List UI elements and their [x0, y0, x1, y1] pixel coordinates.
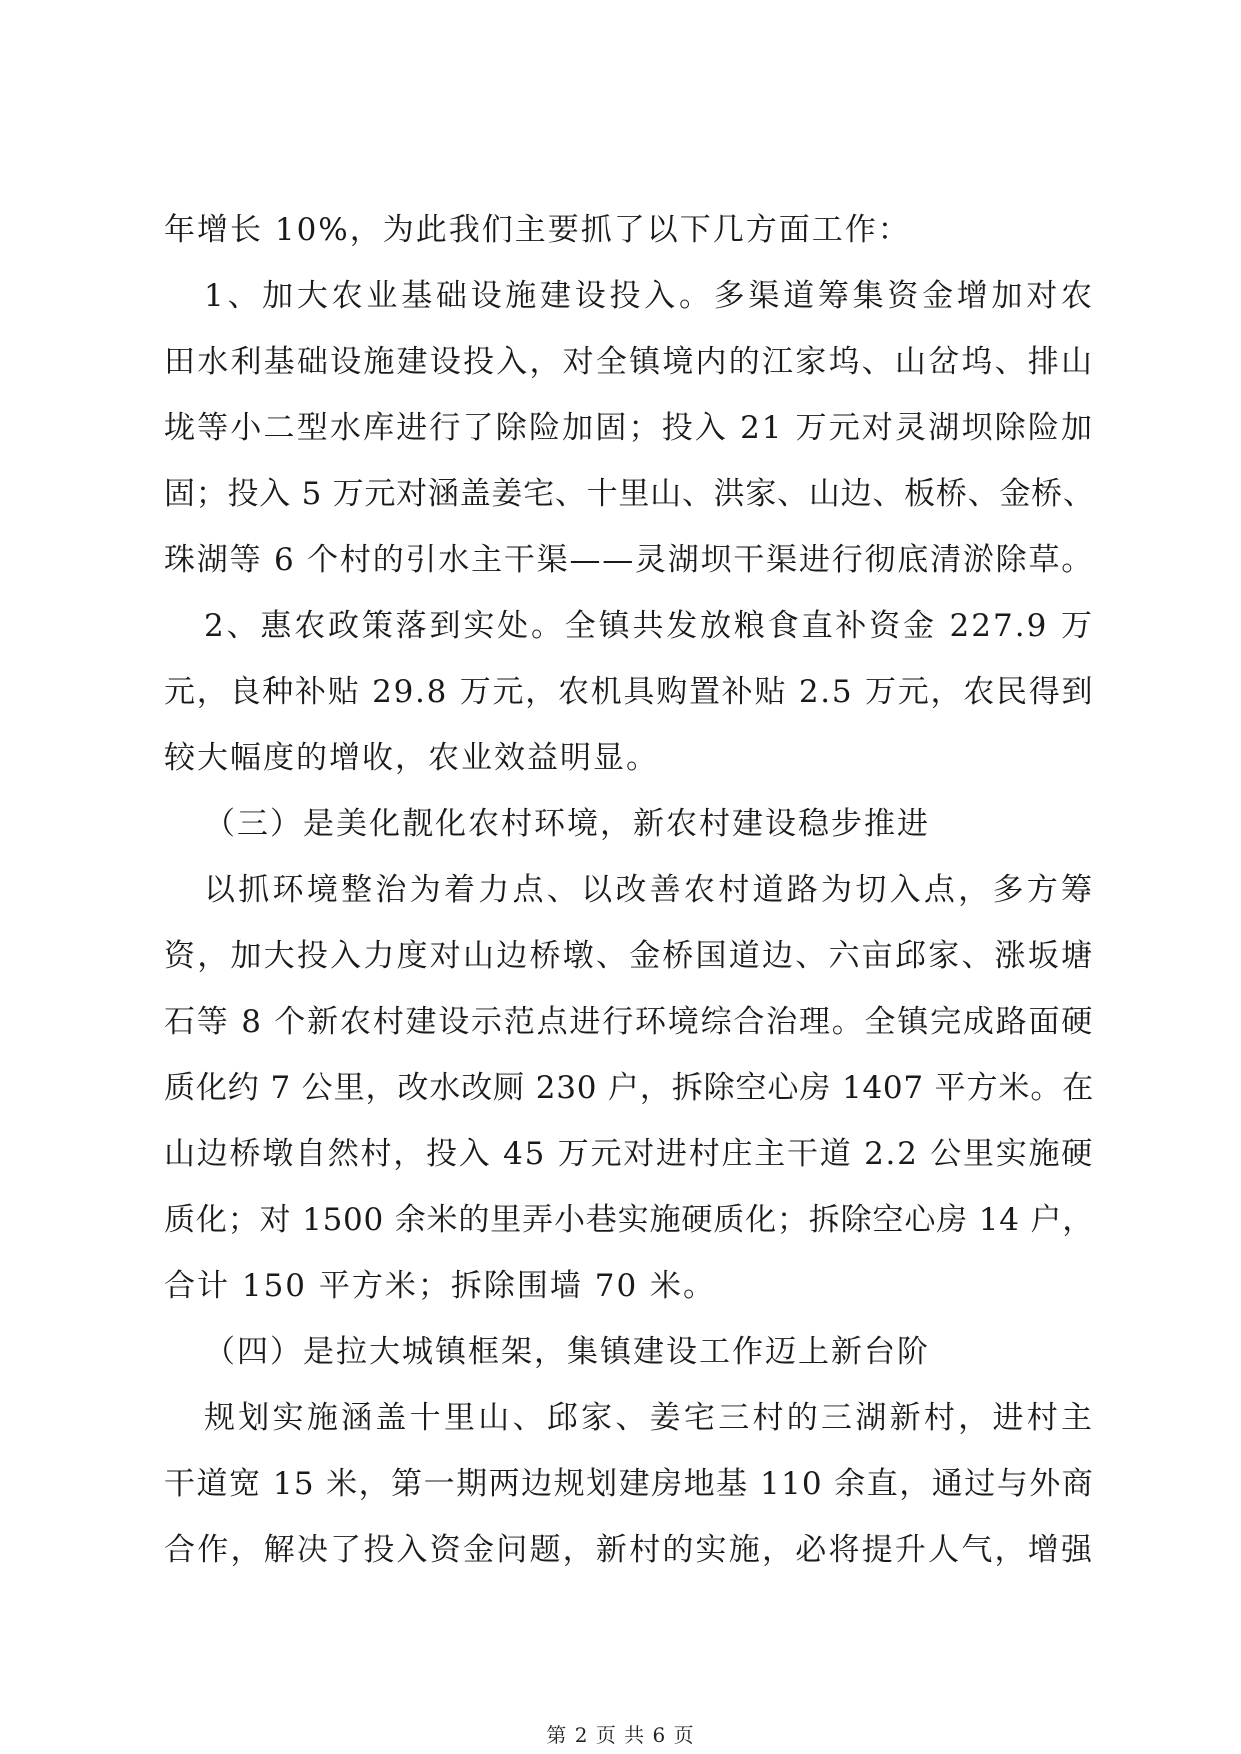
text-line-21: 合作，解决了投入资金问题，新村的实施，必将提升人气，增强 [164, 1532, 1094, 1568]
text-line-20: 干道宽 15 米，第一期两边规划建房地基 110 余直，通过与外商 [164, 1466, 1094, 1502]
text-line-7: 2、惠农政策落到实处。全镇共发放粮食直补资金 227.9 万 [204, 608, 1094, 644]
text-line-16: 质化；对 1500 余米的里弄小巷实施硬质化；拆除空心房 14 户， [164, 1202, 1094, 1238]
page-footer: 第 2 页 共 6 页 [546, 1723, 695, 1747]
text-line-4: 垅等小二型水库进行了除险加固；投入 21 万元对灵湖坝除险加 [164, 410, 1094, 446]
text-line-19: 规划实施涵盖十里山、邱家、姜宅三村的三湖新村，进村主 [204, 1400, 1094, 1436]
text-line-13: 石等 8 个新农村建设示范点进行环境综合治理。全镇完成路面硬 [164, 1004, 1094, 1040]
text-line-11: 以抓环境整治为着力点、以改善农村道路为切入点，多方筹 [204, 872, 1094, 908]
section-heading-4: （四）是拉大城镇框架，集镇建设工作迈上新台阶 [204, 1334, 930, 1370]
text-line-2: 1、加大农业基础设施建设投入。多渠道筹集资金增加对农 [204, 278, 1094, 314]
text-line-14: 质化约 7 公里，改水改厕 230 户，拆除空心房 1407 平方米。在 [164, 1070, 1094, 1106]
text-line-1: 年增长 10%，为此我们主要抓了以下几方面工作： [164, 212, 911, 248]
text-line-17: 合计 150 平方米；拆除围墙 70 米。 [164, 1268, 717, 1304]
text-line-3: 田水利基础设施建设投入，对全镇境内的江家坞、山岔坞、排山 [164, 344, 1094, 380]
section-heading-3: （三）是美化靓化农村环境，新农村建设稳步推进 [204, 806, 930, 842]
text-line-9: 较大幅度的增收，农业效益明显。 [164, 740, 659, 776]
text-line-15: 山边桥墩自然村，投入 45 万元对进村庄主干道 2.2 公里实施硬 [164, 1136, 1094, 1172]
text-line-5: 固；投入 5 万元对涵盖姜宅、十里山、洪家、山边、板桥、金桥、 [164, 476, 1095, 512]
text-line-8: 元，良种补贴 29.8 万元，农机具购置补贴 2.5 万元，农民得到 [164, 674, 1095, 710]
text-line-12: 资，加大投入力度对山边桥墩、金桥国道边、六亩邱家、涨坂塘 [164, 938, 1094, 974]
text-line-6: 珠湖等 6 个村的引水主干渠——灵湖坝干渠进行彻底清淤除草。 [164, 542, 1094, 578]
